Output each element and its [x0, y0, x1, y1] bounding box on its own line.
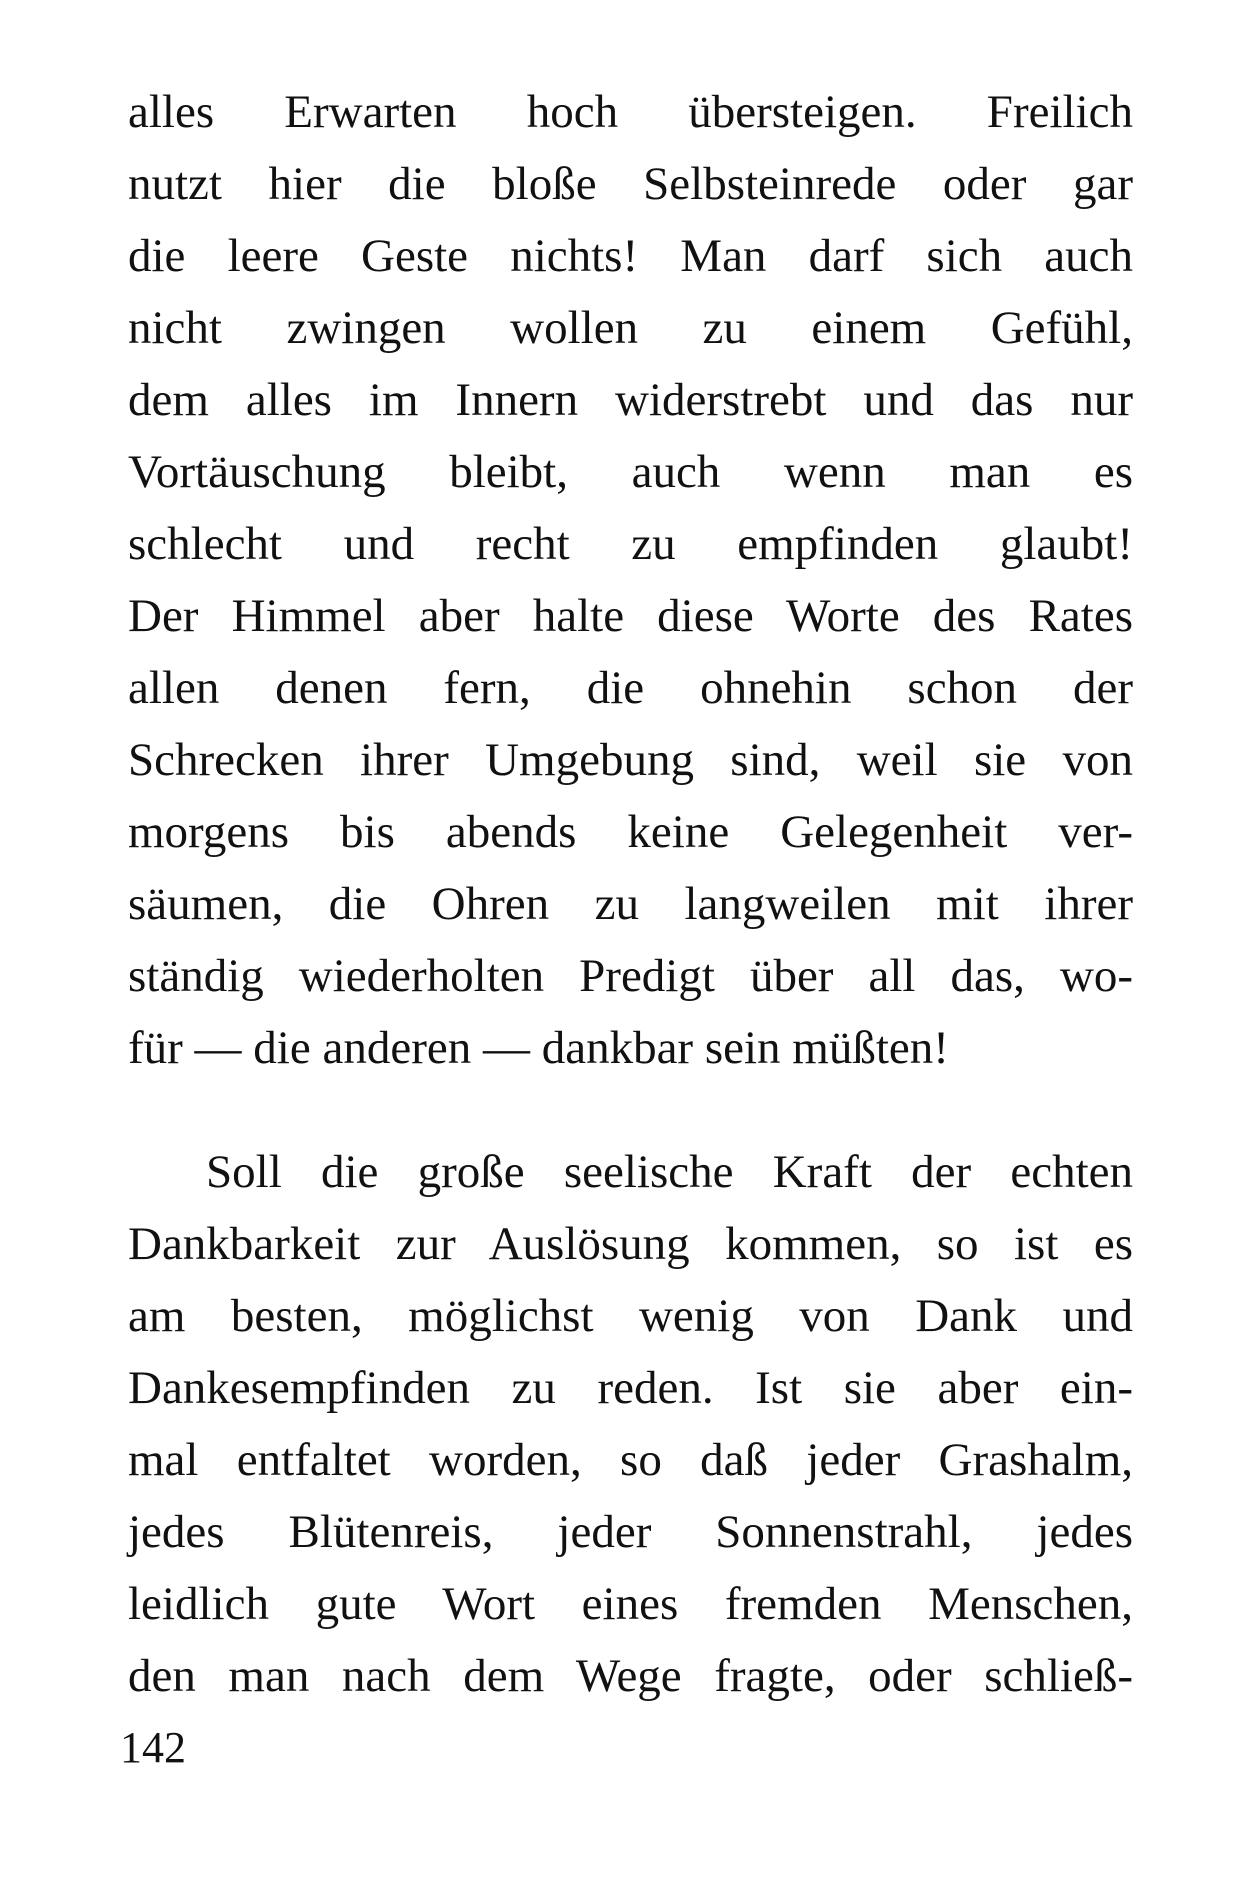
text-line: alles Erwarten hoch übersteigen. Freilich	[128, 86, 1133, 138]
text-line: Dankesempfinden zu reden. Ist sie aber ein-	[128, 1362, 1133, 1414]
text-line: säumen, die Ohren zu langweilen mit ihrer	[128, 878, 1133, 930]
text-line: leidlich gute Wort eines fremden Menschen,	[128, 1578, 1133, 1630]
text-line: morgens bis abends keine Gelegenheit ver-	[128, 806, 1133, 858]
text-line: Der Himmel aber halte diese Worte des Rates	[128, 590, 1133, 642]
text-line: nicht zwingen wollen zu einem Gefühl,	[128, 302, 1133, 354]
text-line: am besten, möglichst wenig von Dank und	[128, 1290, 1133, 1342]
text-line: die leere Geste nichts! Man darf sich auch	[128, 230, 1133, 282]
text-line: schlecht und recht zu empfinden glaubt!	[128, 518, 1133, 570]
paragraph-1	[128, 76, 1133, 1084]
text-line: jedes Blütenreis, jeder Sonnenstrahl, jedes	[128, 1506, 1133, 1558]
page-number: 142	[120, 1723, 186, 1772]
text-line: allen denen fern, die ohnehin schon der	[128, 662, 1133, 714]
paragraph-2	[128, 1136, 1133, 1712]
text-line: Dankbarkeit zur Auslösung kommen, so ist es	[128, 1218, 1133, 1270]
text-line: Vortäuschung bleibt, auch wenn man es	[128, 446, 1133, 498]
text-line: für — die anderen — dankbar sein müßten!	[128, 1022, 949, 1074]
text-line: nutzt hier die bloße Selbsteinrede oder gar	[128, 158, 1133, 210]
text-line: den man nach dem Wege fragte, oder schließ-	[128, 1650, 1133, 1702]
text-line: Schrecken ihrer Umgebung sind, weil sie von	[128, 734, 1133, 786]
text-line: Soll die große seelische Kraft der echten	[206, 1146, 1133, 1198]
text-line: mal entfaltet worden, so daß jeder Grashalm,	[128, 1434, 1133, 1486]
text-line: dem alles im Innern widerstrebt und das nur	[128, 374, 1133, 426]
text-line: ständig wiederholten Predigt über all das, wo-	[128, 950, 1133, 1002]
